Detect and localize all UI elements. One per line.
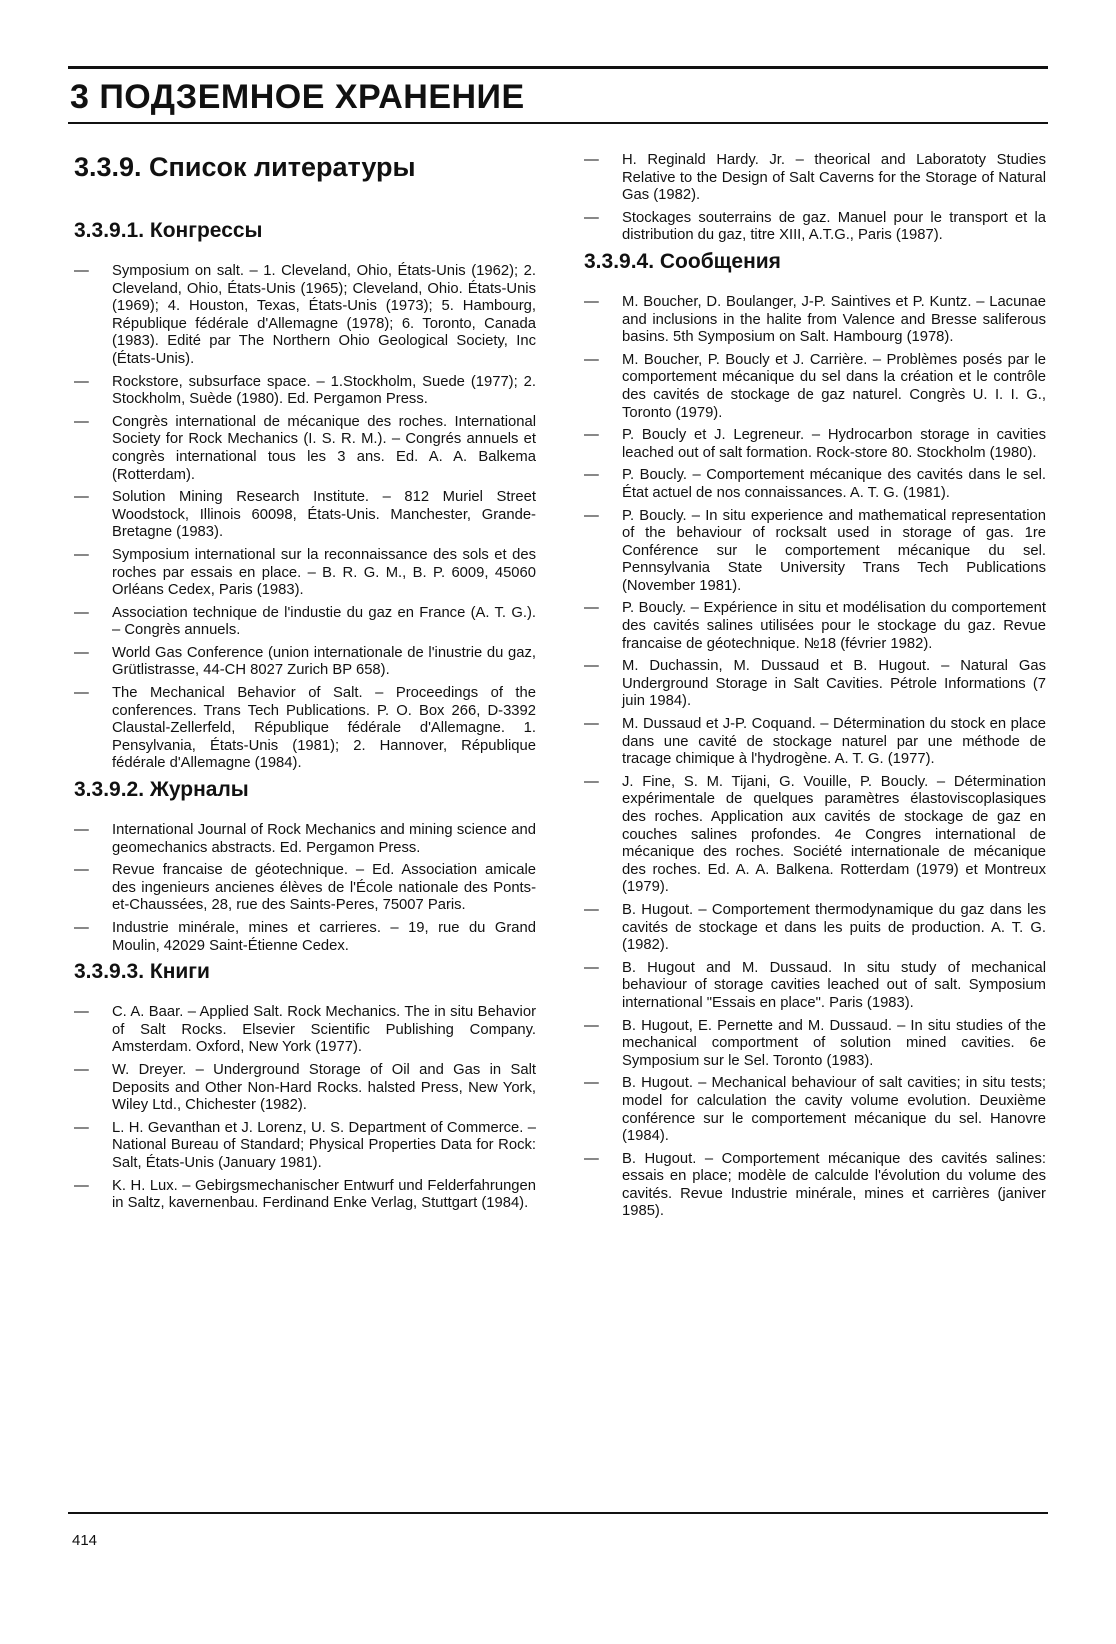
section-title: 3.3.9. Список литературы (74, 152, 416, 182)
reference-item: — Industrie minérale, mines et carrieres. – 19, rue du Grand Moulin, 42029 Saint-Étienne Cedex. (74, 920, 536, 955)
reference-item: — P. Boucly. – In situ experience and mathematical representation of the behaviour of rocksalt used in storage of gas. 1re Conférence sur le comportement mécanique du sel. Pennsylvania State University Trans Tech Publications (November 1981). (584, 508, 1046, 596)
reference-item: — L. H. Gevanthan et J. Lorenz, U. S. Department of Commerce. – National Bureau of Standard; Physical Properties Data for Rock: Salt, États-Unis (January 1981). (74, 1120, 536, 1173)
reference-item: — M. Dussaud et J-P. Coquand. – Détermination du stock en place dans une cavité de stockage naturel par une méthode de tracage chimique à l'hydrogène. A. T. G. (1977). (584, 716, 1046, 769)
journals-list (74, 822, 536, 955)
reference-item: — J. Fine, S. M. Tijani, G. Vouille, P. Boucly. – Détermination expérimentale de quelques paramètres élastoviscoplasiques des roches. Application aux cavités de stockage de gaz en couches salines profondes. 4e Congres international de mécanique des roches. Société internationale de mécanique des roches. Ed. A. A. Balkena. Rotterdam (1979) et Montreux (1979). (584, 774, 1046, 897)
reference-item: — K. H. Lux. – Gebirgsmechanischer Entwurf und Felderfahrungen in Saltz, kavernenbau. Ferdinand Enke Verlag, Stuttgart (1984). (74, 1178, 536, 1213)
header-rule (68, 122, 1048, 124)
communications-list (584, 294, 1046, 1221)
reference-item: — M. Duchassin, M. Dussaud et B. Hugout. – Natural Gas Underground Storage in Salt Cavities. Pétrole Informations (7 juin 1984). (584, 658, 1046, 711)
communications-heading: 3.3.9.4. Сообщения (584, 249, 781, 273)
reference-item: — Revue francaise de géotechnique. – Ed. Association amicale des ingenieurs ancienes élèves de l'École nationale des Ponts-et-Chaussées, 28, rue des Saints-Peres, 75007 Paris. (74, 862, 536, 915)
reference-item: — International Journal of Rock Mechanics and mining science and geomechanics abstracts. Ed. Pergamon Press. (74, 822, 536, 857)
reference-item: — Stockages souterrains de gaz. Manuel pour le transport et la distribution du gaz, titre XIII, A.T.G., Paris (1987). (584, 210, 1046, 245)
reference-item: — Symposium on salt. – 1. Cleveland, Ohio, États-Unis (1962); 2. Cleveland, Ohio, États-Unis (1965); Cleveland, Ohio. États-Unis (1969); 4. Houston, Texas, États-Unis (1973); 5. Hambourg, République fédérale d'Allemagne (1978); 6. Toronto, Canada (1983). Edité par The Northern Ohio Geological Society, Inc (États-Unis). (74, 263, 536, 369)
reference-item: — B. Hugout. – Mechanical behaviour of salt cavities; in situ tests; model for calculation the cavity volume evolution. Deuxième conférence sur le comportement mécanique du sel. Hanovre (1984). (584, 1075, 1046, 1145)
congresses-heading: 3.3.9.1. Конгрессы (74, 219, 263, 242)
page-number: 414 (72, 1532, 98, 1549)
chapter-title: 3 ПОДЗЕМНОЕ ХРАНЕНИЕ (70, 78, 525, 116)
reference-item: — P. Boucly. – Comportement mécanique des cavités dans le sel. État actuel de nos connaissances. A. T. G. (1981). (584, 467, 1046, 502)
reference-item: — Rockstore, subsurface space. – 1.Stockholm, Suede (1977); 2. Stockholm, Suède (1980). Ed. Pergamon Press. (74, 374, 536, 409)
reference-item: — P. Boucly. – Expérience in situ et modélisation du comportement des cavités salines utilisées pour le stockage du gaz. Revue francaise de géotechnique. №18 (février 1982). (584, 600, 1046, 653)
reference-item: — B. Hugout and M. Dussaud. In situ study of mechanical behaviour of storage cavities leached out of salt. Symposium international "Essais en place". Paris (1983). (584, 960, 1046, 1013)
reference-item: — B. Hugout. – Comportement mécanique des cavités salines: essais en place; modèle de calculde l'évolution du volume des cavités. Revue Industrie minérale, mines et carrières (janiver 1985). (584, 1151, 1046, 1221)
reference-item: — W. Dreyer. – Underground Storage of Oil and Gas in Salt Deposits and Other Non-Hard Rocks. halsted Press, New York, Wiley Ltd., Chichester (1982). (74, 1062, 536, 1115)
reference-item: — P. Boucly et J. Legreneur. – Hydrocarbon storage in cavities leached out of salt formation. Rock-store 80. Stockholm (1980). (584, 427, 1046, 462)
reference-item: — B. Hugout. – Comportement thermodynamique du gaz dans les cavités de stockage et dans les puits de production. A. T. G. (1982). (584, 902, 1046, 955)
books-heading: 3.3.9.3. Книги (74, 960, 210, 984)
reference-item: — Solution Mining Research Institute. – 812 Muriel Street Woodstock, Illinois 60098, États-Unis. Manchester, Grande-Bretagne (1983). (74, 489, 536, 542)
books-list (74, 1004, 536, 1213)
reference-item: — H. Reginald Hardy. Jr. – theorical and Laboratoty Studies Relative to the Design of Salt Caverns for the Storage of Natural Gas (1982). (584, 152, 1046, 205)
reference-item: — C. A. Baar. – Applied Salt. Rock Mechanics. The in situ Behavior of Salt Rocks. Elsevier Scientific Publishing Company. Amsterdam. Oxford, New York (1977). (74, 1004, 536, 1057)
top-rule (68, 66, 1048, 69)
reference-item: — World Gas Conference (union internationale de l'inustrie du gaz, Grütlistrasse, 44-CH 8027 Zurich BP 658). (74, 645, 536, 680)
left-column (74, 152, 536, 1218)
reference-item: — The Mechanical Behavior of Salt. – Proceedings of the conferences. Trans Tech Publications. P. O. Box 266, D-3392 Claustal-Zellerfeld, République fédérale d'Allemagne. 1. Pensylvania, États-Unis (1981); 2. Hannover, République fédérale d'Allemagne (1984). (74, 685, 536, 773)
reference-item: — Symposium international sur la reconnaissance des sols et des roches par essais en place. – B. R. G. M., B. P. 6009, 45060 Orléans Cedex, Paris (1983). (74, 547, 536, 600)
reference-item: — M. Boucher, P. Boucly et J. Carrière. – Problèmes posés par le comportement mécanique du sel dans la création et le contrôle des cavités de stockage de gaz naturel. Congrès U. I. I. G., Toronto (1979). (584, 352, 1046, 422)
right-column (584, 152, 1046, 1226)
reference-item: — B. Hugout, E. Pernette and M. Dussaud. – In situ studies of the mechanical comportment of solution mined cavities. 6e Symposium sur le Sel. Toronto (1983). (584, 1018, 1046, 1071)
books-continued-list (584, 152, 1046, 245)
reference-item: — Congrès international de mécanique des roches. International Society for Rock Mechanics (I. S. R. M.). – Congrés annuels et congrès international tous les 3 ans. Ed. A. A. Balkema (Rotterdam). (74, 414, 536, 484)
congresses-list (74, 263, 536, 773)
reference-item: — Association technique de l'industie du gaz en France (A. T. G.). – Congrès annuels. (74, 605, 536, 640)
footer-rule (68, 1512, 1048, 1514)
journals-heading: 3.3.9.2. Журналы (74, 778, 249, 802)
reference-item: — M. Boucher, D. Boulanger, J-P. Saintives et P. Kuntz. – Lacunae and inclusions in the halite from Valence and Bresse saliferous basins. 5th Symposium on Salt. Hambourg (1978). (584, 294, 1046, 347)
